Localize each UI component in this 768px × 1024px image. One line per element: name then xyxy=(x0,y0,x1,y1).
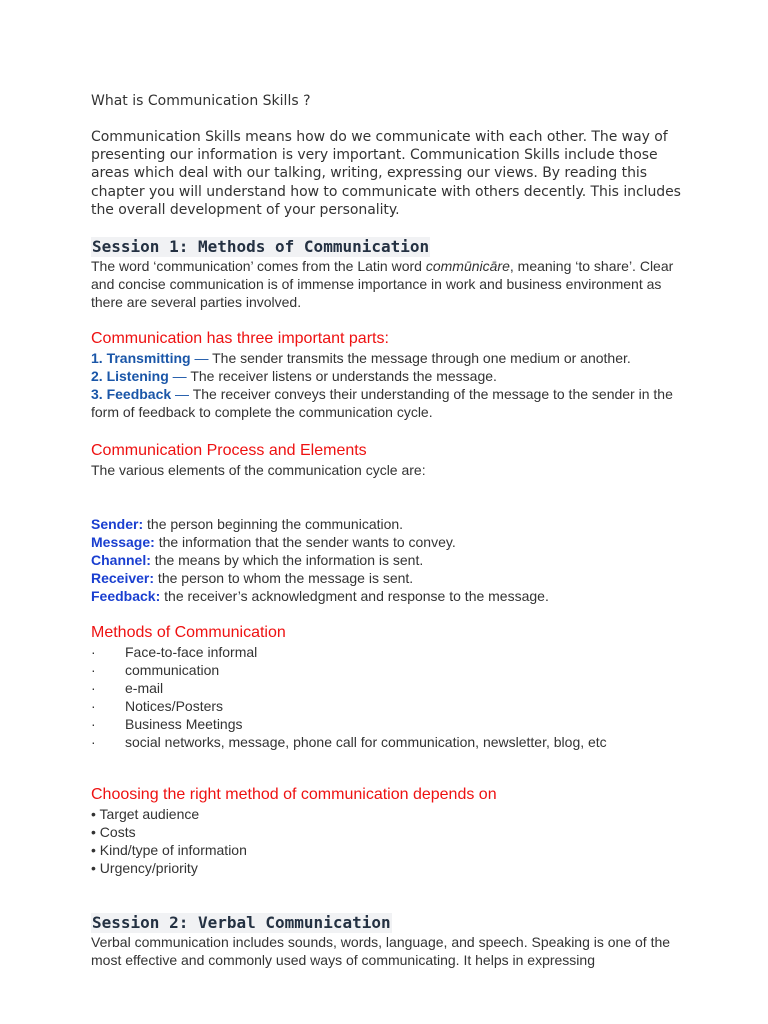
bullet-dot: · xyxy=(91,680,96,697)
parts-heading: Communication has three important parts: xyxy=(91,330,389,348)
methods-heading: Methods of Communication xyxy=(91,624,286,642)
list-item: • Costs xyxy=(91,824,136,841)
choosing-section xyxy=(91,785,691,877)
list-item xyxy=(91,697,691,715)
parts-item xyxy=(91,385,691,421)
parts-term: 1. Transmitting xyxy=(91,350,191,367)
list-item-text: Notices/Posters xyxy=(125,698,224,715)
list-item: • Target audience xyxy=(91,806,200,823)
spacer xyxy=(91,479,691,515)
element-item xyxy=(91,515,691,533)
session-1-paragraph xyxy=(91,257,691,311)
bullet-dot: · xyxy=(91,698,96,715)
bullet-dot: · xyxy=(91,644,96,661)
element-item xyxy=(91,551,691,569)
latin-word: commūnicāre xyxy=(425,258,510,275)
list-item: • Urgency/priority xyxy=(91,860,198,877)
element-term: Message: xyxy=(91,534,155,551)
list-item: • Kind/type of information xyxy=(91,842,247,859)
bullet-dot: · xyxy=(91,716,96,733)
list-item-text: communication xyxy=(125,662,220,679)
session-2-paragraph: Verbal communication includes sounds, words, language, and speech. Speaking is one of the most effective and commonly used ways of communicating. It helps in expressing xyxy=(91,934,671,969)
element-term: Sender: xyxy=(91,516,144,533)
session-1-text-after: , meaning ‘to share’. Clear and concise communication is of immense importance in work and business environment as there are several parties involved. xyxy=(91,258,674,311)
parts-text: The receiver conveys their understanding of the message to the sender in the form of feedback to complete the communication cycle. xyxy=(91,386,673,421)
process-section xyxy=(91,441,691,605)
session-1-heading-wrap xyxy=(91,237,691,257)
element-text: the receiver’s acknowledgment and response to the message. xyxy=(160,588,549,605)
element-text: the person to whom the message is sent. xyxy=(154,570,414,587)
list-item-text: e-mail xyxy=(125,680,164,697)
list-item xyxy=(91,715,691,733)
element-item xyxy=(91,569,691,587)
list-item-text: Face-to-face informal xyxy=(125,644,258,661)
element-text: the means by which the information is sent. xyxy=(150,552,424,569)
list-item xyxy=(91,643,691,661)
parts-text: The sender transmits the message through one medium or another. xyxy=(212,350,631,367)
session-1-heading: Session 1: Methods of Communication xyxy=(92,237,430,257)
choosing-heading: Choosing the right method of communication depends on xyxy=(91,786,497,804)
session-2-heading: Session 2: Verbal Communication xyxy=(92,913,391,933)
process-intro: The various elements of the communication cycle are: xyxy=(91,462,426,479)
list-item xyxy=(91,679,691,697)
parts-text: The receiver listens or understands the message. xyxy=(190,368,497,385)
session-2-heading-wrap xyxy=(91,913,691,933)
parts-item xyxy=(91,349,691,367)
intro-paragraph: Communication Skills means how do we communicate with each other. The way of presenting our information is very important. Communication Skills include those areas which deal with our talking, writing, expressing our views. By reading this chapter you will understand how to communicate with others decently. This includes the overall development of your personality. xyxy=(91,129,681,218)
page-title: What is Communication Skills ? xyxy=(91,93,311,109)
methods-list xyxy=(91,643,691,751)
document-page xyxy=(91,92,691,969)
list-item-text: social networks, message, phone call for communication, newsletter, blog, etc xyxy=(125,734,607,751)
parts-dash: — xyxy=(168,368,191,385)
element-term: Receiver: xyxy=(91,570,155,587)
parts-term: 3. Feedback xyxy=(91,386,172,403)
element-text: the information that the sender wants to convey. xyxy=(154,534,456,551)
methods-section xyxy=(91,623,691,751)
session-1-text-before: The word ‘communication’ comes from the Latin word xyxy=(91,258,426,275)
parts-item xyxy=(91,367,691,385)
parts-section xyxy=(91,329,691,421)
element-term: Channel: xyxy=(91,552,151,569)
element-item xyxy=(91,533,691,551)
list-item xyxy=(91,733,691,751)
element-term: Feedback: xyxy=(91,588,161,605)
element-text: the person beginning the communication. xyxy=(143,516,404,533)
parts-dash: — xyxy=(190,350,213,367)
list-item xyxy=(91,661,691,679)
bullet-dot: · xyxy=(91,734,96,751)
list-item-text: Business Meetings xyxy=(125,716,243,733)
parts-dash: — xyxy=(171,386,193,403)
parts-term: 2. Listening xyxy=(91,368,169,385)
element-item xyxy=(91,587,691,605)
bullet-dot: · xyxy=(91,662,96,679)
process-heading: Communication Process and Elements xyxy=(91,442,367,460)
